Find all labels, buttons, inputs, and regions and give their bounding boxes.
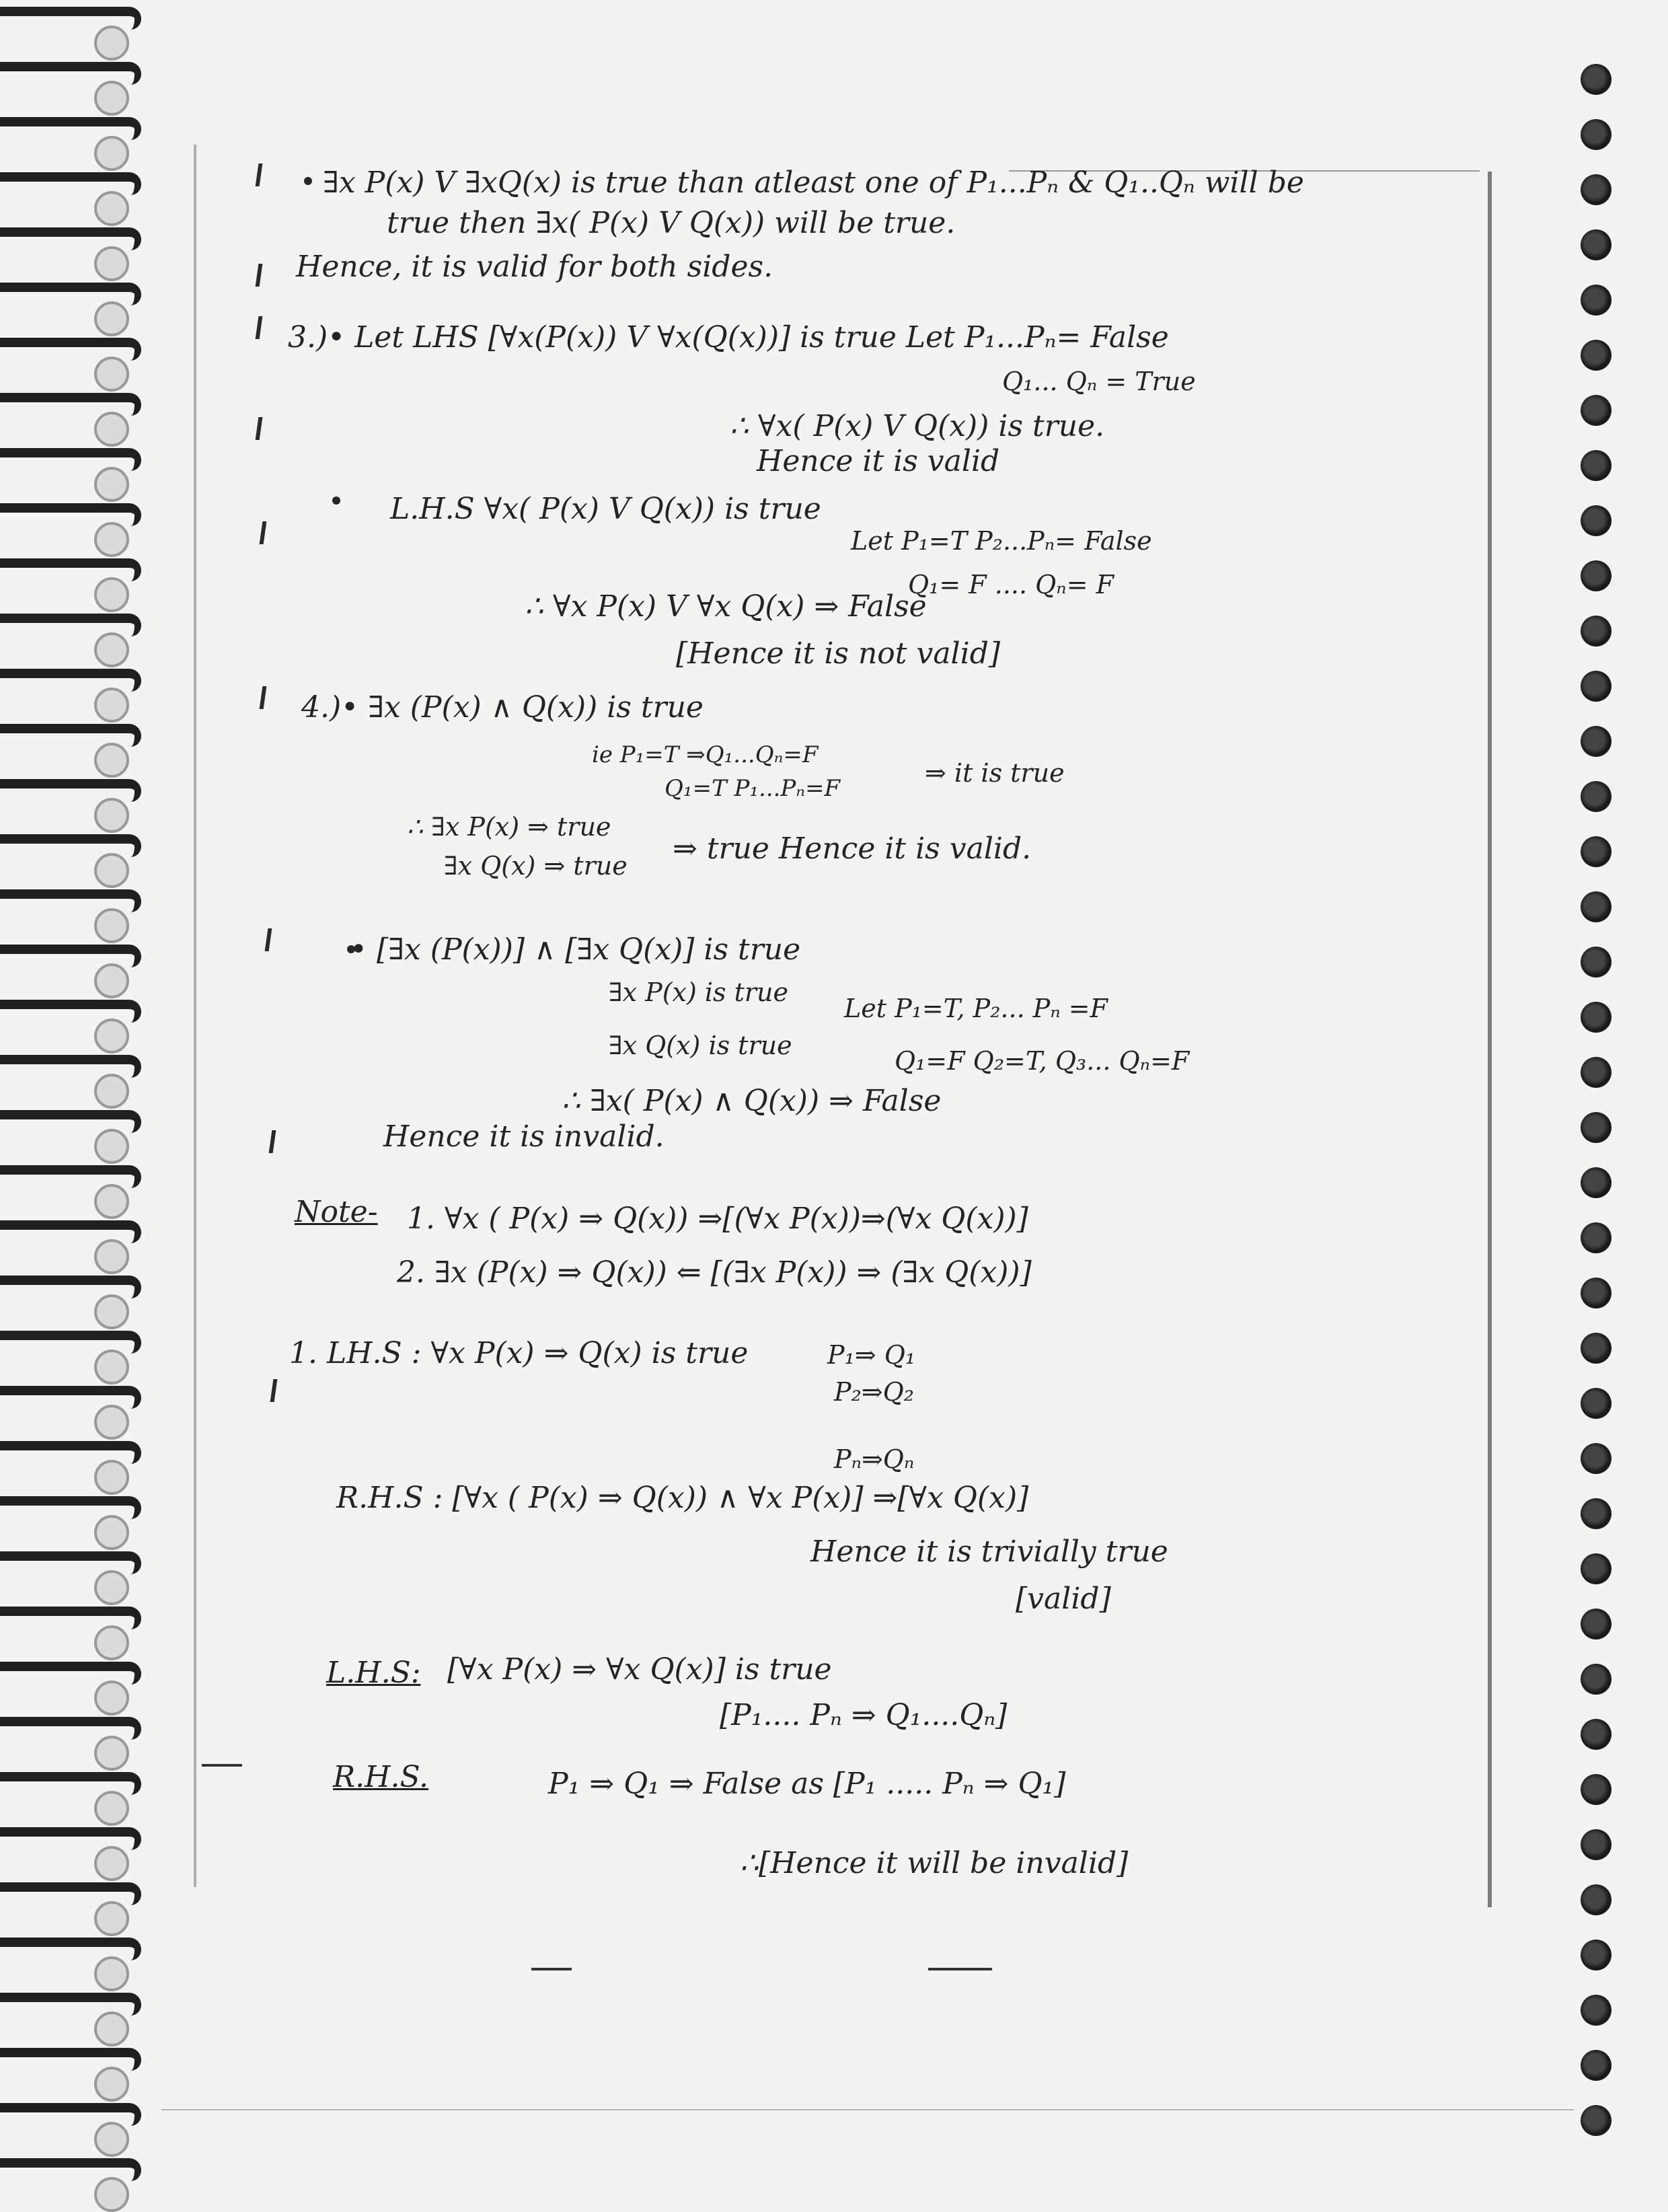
binding-hole [94, 191, 129, 226]
text-line: [Hence it is not valid] [676, 636, 1001, 671]
text-line: ∃x Q(x) ⇒ true [444, 851, 628, 881]
punched-hole [1581, 671, 1612, 702]
binding-hole [94, 1736, 129, 1771]
punched-hole [1581, 1995, 1612, 2026]
binding-hole [94, 246, 129, 281]
punched-hole [1581, 1553, 1612, 1584]
lhs-label: L.H.S: [326, 1656, 421, 1690]
punched-hole [1581, 64, 1612, 95]
spiral-coil [0, 503, 141, 526]
spiral-coil [0, 724, 141, 747]
binding-hole [94, 1901, 129, 1936]
binding-hole [94, 1350, 129, 1385]
text-line: 1. LH.S : ∀x P(x) ⇒ Q(x) is true [289, 1336, 749, 1370]
punched-hole [1581, 1388, 1612, 1419]
text-line: ⇒ it is true [925, 758, 1065, 788]
margin-mark [256, 163, 263, 186]
dash-mark [531, 1968, 572, 1970]
text-line: • [∃x (P(x))] ∧ [∃x Q(x)] is true [350, 932, 801, 967]
text-line: R.H.S : [∀x ( P(x) ⇒ Q(x)) ∧ ∀x P(x)] ⇒[∀x Q(x)] [336, 1481, 1029, 1515]
text-line: 1. ∀x ( P(x) ⇒ Q(x)) ⇒[(∀x P(x))⇒(∀x Q(x))] [407, 1202, 1028, 1236]
punched-hole [1581, 1664, 1612, 1695]
spiral-coil [0, 448, 141, 471]
punched-hole [1581, 1498, 1612, 1529]
text-line: ∃x P(x) is true [609, 978, 788, 1007]
punched-hole [1581, 505, 1612, 536]
punched-hole [1581, 616, 1612, 647]
spiral-coil [0, 1662, 141, 1685]
text-line: 4.)• ∃x (P(x) ∧ Q(x)) is true [301, 690, 704, 725]
punched-hole [1581, 1333, 1612, 1364]
binding-hole [94, 853, 129, 888]
binding-hole [94, 1460, 129, 1495]
spiral-coil [0, 945, 141, 967]
text-line: ∃x P(x) V ∃xQ(x) is true than atleast one of P₁...Pₙ & Q₁..Qₙ will be [323, 165, 1304, 200]
punched-hole [1581, 836, 1612, 867]
punched-hole [1581, 781, 1612, 812]
spiral-coil [0, 283, 141, 305]
binding-hole [94, 1570, 129, 1605]
binding-hole [94, 1074, 129, 1109]
punched-hole [1581, 1609, 1612, 1639]
margin-mark [269, 1130, 276, 1153]
text-line: Q₁=T P₁...Pₙ=F [665, 775, 841, 802]
text-line: [∀x P(x) ⇒ ∀x Q(x)] is true [447, 1652, 832, 1687]
text-line: ∴ ∃x( P(x) ∧ Q(x)) ⇒ False [562, 1084, 942, 1118]
spiral-coil [0, 1386, 141, 1409]
text-line: Let P₁=T P₂...Pₙ= False [851, 526, 1152, 556]
binding-hole [94, 1184, 129, 1219]
spiral-coil [0, 1717, 141, 1740]
spiral-coil [0, 889, 141, 912]
punched-hole [1581, 1278, 1612, 1308]
spiral-coil [0, 1993, 141, 2016]
spiral-coil [0, 834, 141, 857]
punched-hole [1581, 1774, 1612, 1805]
spiral-coil [0, 1882, 141, 1905]
text-line: ∃x Q(x) is true [609, 1031, 792, 1060]
spiral-coil [0, 1331, 141, 1354]
punched-hole [1581, 1884, 1612, 1915]
spiral-coil [0, 1220, 141, 1243]
spiral-coil [0, 2158, 141, 2181]
text-line: P₁ ⇒ Q₁ ⇒ False as [P₁ ..... Pₙ ⇒ Q₁] [548, 1767, 1066, 1801]
binding-hole [94, 26, 129, 61]
text-line: Hence, it is valid for both sides. [296, 250, 773, 284]
punched-hole [1581, 1222, 1612, 1253]
text-line: Let P₁=T, P₂... Pₙ =F [844, 994, 1108, 1023]
text-line: [P₁.... Pₙ ⇒ Q₁....Qₙ] [720, 1698, 1008, 1732]
punched-hole [1581, 1112, 1612, 1143]
spiral-coil [0, 62, 141, 85]
punched-hole [1581, 1002, 1612, 1033]
text-line: ∴ ∃x P(x) ⇒ true [407, 812, 611, 842]
spiral-coil [0, 393, 141, 416]
binding-hole [94, 81, 129, 116]
punched-hole [1581, 2105, 1612, 2136]
text-line: Hence it is trivially true [810, 1535, 1168, 1569]
text-line: Hence it is invalid. [383, 1119, 665, 1154]
text-line: 3.)• Let LHS [∀x(P(x)) V ∀x(Q(x))] is true Let P₁...Pₙ= False [288, 320, 1169, 355]
margin-mark [256, 417, 263, 440]
text-line: ∴ ∀x P(x) V ∀x Q(x) ⇒ False [525, 589, 927, 624]
binding-hole [94, 136, 129, 171]
punched-hole [1581, 560, 1612, 591]
binding-hole [94, 1846, 129, 1881]
binding-hole [94, 1625, 129, 1660]
punched-hole [1581, 726, 1612, 757]
margin-mark [256, 316, 263, 339]
dash-mark [202, 1764, 242, 1767]
binding-hole [94, 1681, 129, 1716]
binding-hole [94, 1956, 129, 1991]
binding-hole [94, 577, 129, 612]
margin-mark [260, 521, 267, 544]
punched-hole [1581, 1443, 1612, 1474]
bottom-rule-line [161, 2109, 1574, 2110]
binding-hole [94, 522, 129, 557]
text-line: ∴[Hence it will be invalid] [740, 1846, 1129, 1880]
margin-mark [256, 264, 263, 287]
bullet [332, 496, 340, 505]
binding-hole [94, 798, 129, 833]
binding-hole [94, 1019, 129, 1054]
punched-hole [1581, 1829, 1612, 1860]
binding-hole [94, 688, 129, 723]
text-line: 2. ∃x (P(x) ⇒ Q(x)) ⇐ [(∃x P(x)) ⇒ (∃x Q(x))] [397, 1255, 1032, 1290]
spiral-coil [0, 1827, 141, 1850]
text-line: ⇒ true Hence it is valid. [673, 832, 1032, 866]
punched-hole [1581, 174, 1612, 205]
binding-hole [94, 412, 129, 447]
punched-hole [1581, 1719, 1612, 1750]
rhs-label: R.H.S. [333, 1760, 429, 1794]
binding-hole [94, 357, 129, 392]
punched-hole [1581, 229, 1612, 260]
margin-mark [260, 686, 267, 709]
binding-hole [94, 1405, 129, 1440]
binding-hole [94, 1791, 129, 1826]
margin-mark [265, 928, 272, 951]
spiral-coil [0, 614, 141, 636]
text-line: P₁⇒ Q₁ [827, 1340, 916, 1370]
text-line: Pₙ⇒Qₙ [834, 1444, 915, 1474]
binding-hole [94, 301, 129, 336]
text-line: Q₁... Qₙ = True [1002, 367, 1196, 396]
text-line: true then ∃x( P(x) V Q(x)) will be true. [387, 206, 956, 240]
text-line: Hence it is valid [757, 444, 1000, 478]
spiral-coil [0, 2048, 141, 2071]
spiral-coil [0, 669, 141, 692]
spiral-coil [0, 117, 141, 140]
punched-hole [1581, 340, 1612, 371]
binding-hole [94, 1129, 129, 1164]
spiral-coil [0, 1055, 141, 1078]
spiral-coil [0, 1551, 141, 1574]
binding-hole [94, 2067, 129, 2102]
text-line: ∴ ∀x( P(x) V Q(x)) is true. [730, 409, 1105, 443]
binding-hole [94, 743, 129, 778]
left-margin-line [194, 145, 196, 1887]
spiral-coil [0, 7, 141, 30]
punched-hole [1581, 891, 1612, 922]
punched-hole [1581, 119, 1612, 150]
spiral-coil [0, 172, 141, 195]
spiral-coil [0, 2103, 141, 2126]
bullet [304, 177, 312, 185]
punched-hole [1581, 947, 1612, 978]
punched-hole [1581, 2050, 1612, 2081]
text-line: Q₁=F Q₂=T, Q₃... Qₙ=F [895, 1046, 1190, 1076]
punched-hole [1581, 1167, 1612, 1198]
spiral-coil [0, 558, 141, 581]
margin-mark [270, 1379, 278, 1402]
punched-hole [1581, 450, 1612, 481]
text-line: L.H.S ∀x( P(x) V Q(x)) is true [390, 492, 821, 526]
text-line: Q₁= F .... Qₙ= F [908, 570, 1114, 599]
binding-hole [94, 908, 129, 943]
spiral-coil [0, 1938, 141, 1960]
spiral-coil [0, 227, 141, 250]
spiral-coil [0, 1165, 141, 1188]
text-line: ie P₁=T ⇒Q₁...Qₙ=F [592, 741, 819, 768]
binding-hole [94, 1515, 129, 1550]
spiral-coil [0, 1110, 141, 1133]
spiral-coil [0, 1496, 141, 1519]
binding-hole [94, 1239, 129, 1274]
binding-hole [94, 2012, 129, 2047]
spiral-coil [0, 1607, 141, 1629]
spiral-coil [0, 1772, 141, 1795]
right-margin-line [1488, 172, 1492, 1907]
punched-hole [1581, 1940, 1612, 1970]
binding-hole [94, 467, 129, 502]
spiral-coil [0, 779, 141, 802]
punched-hole [1581, 1057, 1612, 1088]
binding-hole [94, 963, 129, 998]
binding-hole [94, 2177, 129, 2212]
punched-hole [1581, 395, 1612, 426]
spiral-binding [0, 0, 155, 2162]
spiral-coil [0, 1441, 141, 1464]
spiral-coil [0, 1276, 141, 1298]
text-line: [valid] [1016, 1582, 1111, 1616]
dash-mark [928, 1968, 992, 1970]
binding-hole [94, 632, 129, 667]
text-line: P₂⇒Q₂ [834, 1377, 915, 1407]
binding-hole [94, 2122, 129, 2157]
spiral-coil [0, 338, 141, 361]
spiral-coil [0, 1000, 141, 1023]
punched-hole [1581, 285, 1612, 316]
binding-hole [94, 1294, 129, 1329]
note-heading: Note- [295, 1195, 378, 1229]
